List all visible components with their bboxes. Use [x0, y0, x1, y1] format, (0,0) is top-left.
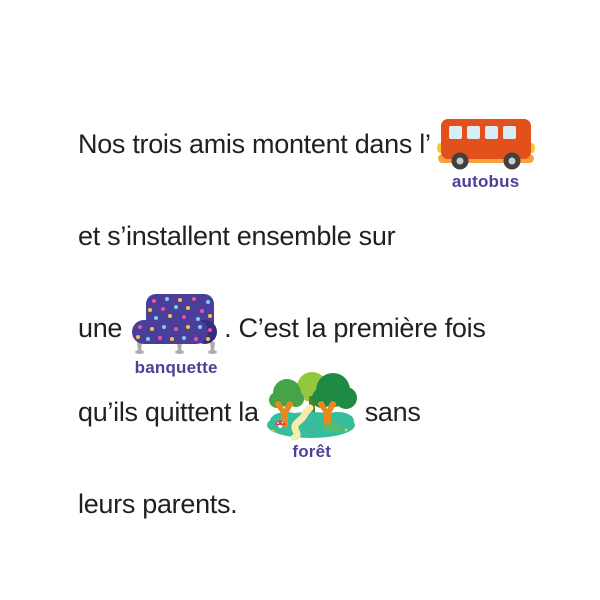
sofa-block — [130, 292, 222, 378]
story-line-4 — [78, 368, 421, 462]
forest-block — [266, 368, 358, 462]
story-line-5-text: leurs parents. — [78, 489, 238, 519]
story-line-1 — [78, 118, 535, 192]
story-line-5 — [78, 488, 237, 520]
story-line-4-pre: qu’ils quittent la — [78, 397, 259, 427]
story-line-2-text: et s’installent ensemble sur — [78, 221, 396, 251]
story-line-4-post: sans — [364, 397, 421, 427]
sofa-drawing — [132, 294, 217, 354]
bus-block — [437, 118, 535, 192]
bus-drawing — [437, 119, 535, 170]
story-line-3-pre: une — [78, 313, 123, 343]
story-line-2 — [78, 220, 395, 252]
forest-drawing — [267, 372, 357, 438]
forest-icon — [266, 368, 358, 440]
forest-caption: forêt — [292, 442, 332, 461]
sofa-caption: banquette — [134, 358, 218, 377]
story-line-3-post: . C’est la première fois — [224, 313, 486, 343]
bus-caption: autobus — [451, 172, 520, 191]
story-line-1-text: Nos trois amis montent dans l’ — [78, 129, 431, 159]
story-line-3 — [78, 292, 486, 378]
bus-icon — [437, 118, 535, 170]
sofa-icon — [130, 292, 222, 356]
